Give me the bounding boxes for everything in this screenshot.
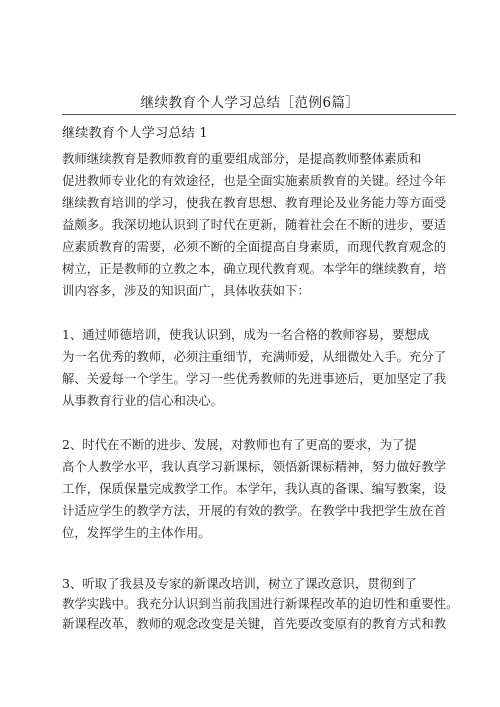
text-line: 益颇多。我深切地认识到了时代在更新，随着社会在不断的进步，要适 xyxy=(62,217,447,232)
text-line: 新课程改革，教师的观念改变是关键，首先要改变原有的教育方式和教 xyxy=(62,616,447,631)
paragraph-point-2 xyxy=(62,434,452,544)
text-line: 训内容多，涉及的知识面广，具体收获如下： xyxy=(62,283,310,298)
section-heading: 继续教育个人学习总结 1 xyxy=(62,126,209,141)
text-line: 应素质教育的需要，必须不断的全面提高自身素质，而现代教育观念的 xyxy=(62,239,447,254)
text-line: 1、通过师德培训，使我认识到，成为一名合格的教师容易，要想成 xyxy=(62,327,430,342)
text-line: 位，发挥学生的主体作用。 xyxy=(62,525,211,540)
text-line: 继续教育培训的学习，使我在教育思想、教育理论及业务能力等方面受 xyxy=(62,195,447,210)
text-line: 解、关爱每一个学生。学习一些优秀教师的先进事迹后，更加坚定了我 xyxy=(62,371,447,386)
paragraph-intro xyxy=(62,148,452,302)
text-line: 2、时代在不断的进步、发展，对教师也有了更高的要求，为了提 xyxy=(62,437,417,452)
text-line: 工作，保质保量完成教学工作。本学年，我认真的备课、编写教案，设 xyxy=(62,481,447,496)
text-line: 高个人教学水平，我认真学习新课标，领悟新课标精神，努力做好教学 xyxy=(62,459,447,474)
document-title: 继续教育个人学习总结［范例6篇］ xyxy=(140,95,360,111)
paragraph-point-1 xyxy=(62,324,452,412)
text-line: 从事教育行业的信心和决心。 xyxy=(62,393,224,408)
text-line: 为一名优秀的教师，必须注重细节，充满师爱，从细微处入手。充分了 xyxy=(62,349,447,364)
text-line: 促进教师专业化的有效途径，也是全面实施素质教育的关键。经过今年 xyxy=(62,173,447,188)
text-line: 3、听取了我县及专家的新课改培训，树立了课改意识，贯彻到了 xyxy=(62,576,417,591)
text-line: 计适应学生的教学方法，开展的有效的教学。在教学中我把学生放在首 xyxy=(62,503,447,518)
title-divider xyxy=(62,114,456,115)
text-line: 教学实践中。我充分认识到当前我国进行新课程改革的迫切性和重要性。 xyxy=(62,596,459,611)
paragraph-point-3 xyxy=(62,574,459,634)
text-line: 教师继续教育是教师教育的重要组成部分，是提高教师整体素质和 xyxy=(62,151,422,166)
text-line: 树立，正是教师的立教之本，确立现代教育观。本学年的继续教育，培 xyxy=(62,261,447,276)
